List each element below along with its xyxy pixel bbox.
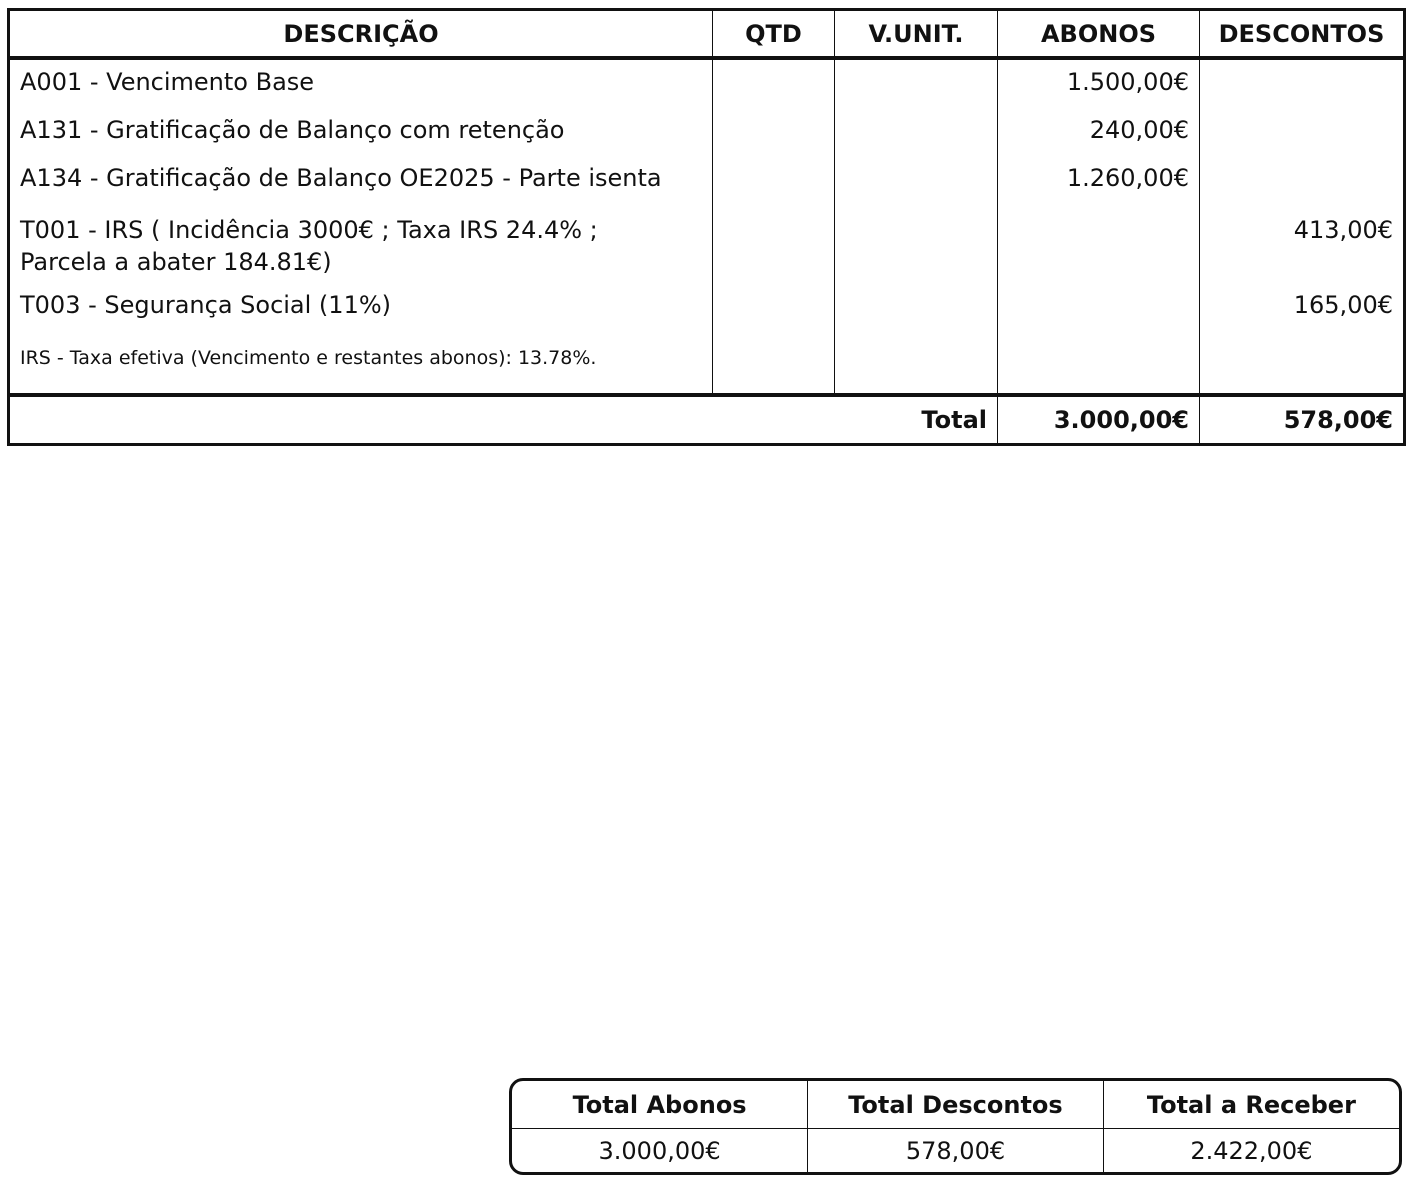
cell-abonos: 240,00€ bbox=[998, 116, 1200, 164]
cell-abonos bbox=[998, 291, 1200, 339]
table-row bbox=[9, 212, 1405, 291]
summary-header-total-descontos: Total Descontos bbox=[808, 1081, 1104, 1129]
summary-total-descontos: 578,00€ bbox=[808, 1129, 1104, 1173]
cell-descontos bbox=[1200, 339, 1405, 395]
cell-qtd bbox=[713, 339, 835, 395]
cell-abonos bbox=[998, 339, 1200, 395]
payslip-table bbox=[7, 8, 1406, 446]
total-descontos-value: 578,00€ bbox=[1200, 395, 1405, 445]
summary-header-row bbox=[512, 1081, 1399, 1129]
cell-descontos bbox=[1200, 164, 1405, 212]
header-qtd: QTD bbox=[713, 10, 835, 59]
cell-descricao bbox=[9, 212, 713, 291]
header-abonos: ABONOS bbox=[998, 10, 1200, 59]
total-label: Total bbox=[9, 395, 998, 445]
table-row bbox=[9, 164, 1405, 212]
table-row bbox=[9, 58, 1405, 116]
total-abonos-value: 3.000,00€ bbox=[998, 395, 1200, 445]
cell-descontos bbox=[1200, 58, 1405, 116]
cell-qtd bbox=[713, 58, 835, 116]
cell-descricao-line1: T001 - IRS ( Incidência 3000€ ; Taxa IRS 24.4% ; bbox=[20, 216, 598, 244]
irs-effective-rate-note: IRS - Taxa efetiva (Vencimento e restantes abonos): 13.78%. bbox=[9, 339, 713, 395]
header-descontos: DESCONTOS bbox=[1200, 10, 1405, 59]
cell-qtd bbox=[713, 164, 835, 212]
cell-descricao: A001 - Vencimento Base bbox=[9, 58, 713, 116]
cell-descricao-line2: Parcela a abater 184.81€) bbox=[20, 248, 332, 276]
cell-vunit bbox=[835, 339, 998, 395]
summary-header-total-abonos: Total Abonos bbox=[512, 1081, 808, 1129]
cell-vunit bbox=[835, 212, 998, 291]
summary-header-total-receber: Total a Receber bbox=[1103, 1081, 1399, 1129]
cell-qtd bbox=[713, 116, 835, 164]
cell-descontos bbox=[1200, 116, 1405, 164]
cell-vunit bbox=[835, 291, 998, 339]
cell-descontos: 413,00€ bbox=[1200, 212, 1405, 291]
cell-vunit bbox=[835, 116, 998, 164]
total-row bbox=[9, 395, 1405, 445]
header-descricao: DESCRIÇÃO bbox=[9, 10, 713, 59]
note-row bbox=[9, 339, 1405, 395]
cell-descontos: 165,00€ bbox=[1200, 291, 1405, 339]
summary-table bbox=[512, 1081, 1399, 1172]
table-row bbox=[9, 116, 1405, 164]
cell-qtd bbox=[713, 291, 835, 339]
cell-descricao: T003 - Segurança Social (11%) bbox=[9, 291, 713, 339]
summary-total-abonos: 3.000,00€ bbox=[598, 1136, 721, 1165]
cell-abonos bbox=[998, 212, 1200, 291]
summary-total-receber: 2.422,00€ bbox=[1103, 1129, 1399, 1173]
cell-vunit bbox=[835, 164, 998, 212]
summary-values-row bbox=[512, 1129, 1399, 1173]
header-vunit: V.UNIT. bbox=[835, 10, 998, 59]
cell-vunit bbox=[835, 58, 998, 116]
cell-abonos: 1.500,00€ bbox=[998, 58, 1200, 116]
table-header-row bbox=[9, 10, 1405, 59]
cell-descricao: A134 - Gratificação de Balanço OE2025 - Parte isenta bbox=[9, 164, 713, 212]
cell-descricao: A131 - Gratificação de Balanço com retenção bbox=[9, 116, 713, 164]
table-row bbox=[9, 291, 1405, 339]
cell-abonos: 1.260,00€ bbox=[998, 164, 1200, 212]
cell-qtd bbox=[713, 212, 835, 291]
summary-box bbox=[509, 1078, 1402, 1175]
